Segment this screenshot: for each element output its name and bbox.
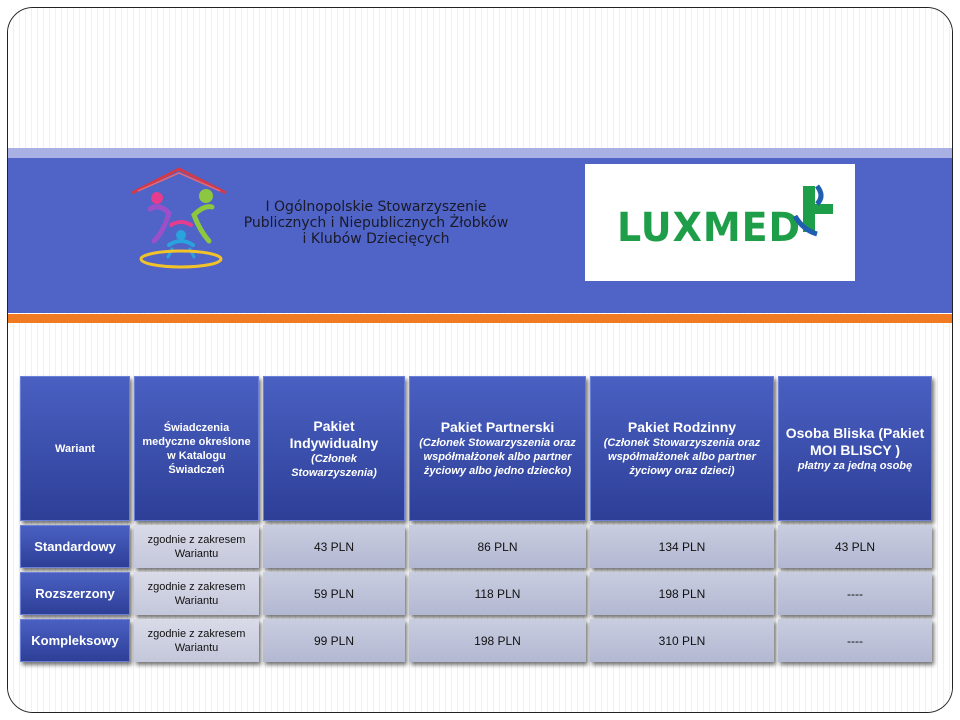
- header-title: Pakiet Partnerski: [440, 419, 555, 435]
- accent-stripe: [8, 314, 952, 323]
- header-cell-individual: [263, 376, 405, 521]
- header-title: Pakiet Rodzinny: [627, 419, 737, 435]
- header-cell-partner: [409, 376, 586, 521]
- row-header-variant: Standardowy: [20, 525, 130, 568]
- header-subtitle: (Członek Stowarzyszenia oraz współmałżonek albo partner życiowy oraz dzieci): [603, 437, 761, 477]
- header-subtitle: płatny za jedną osobę: [797, 459, 913, 472]
- header-cell-close-person: [778, 376, 932, 521]
- luxmed-logo-text: LUXMED: [617, 205, 802, 251]
- price-cell: 134 PLN: [590, 525, 774, 568]
- header-title: Świadczenia medyczne określone w Katalogu Świadczeń: [142, 421, 251, 476]
- scope-cell: zgodnie z zakresem Wariantu: [134, 619, 259, 662]
- price-cell: 310 PLN: [590, 619, 774, 662]
- header-subtitle: (Członek Stowarzyszenia): [291, 452, 377, 479]
- price-cell: 118 PLN: [409, 572, 586, 615]
- price-cell: 43 PLN: [263, 525, 405, 568]
- organization-name-line: i Klubów Dziecięcych: [302, 231, 450, 247]
- scope-cell: zgodnie z zakresem Wariantu: [134, 525, 259, 568]
- price-cell: ----: [778, 572, 932, 615]
- header-cell-services: [134, 376, 259, 521]
- header-cell-variant: [20, 376, 130, 521]
- header-cell-family: [590, 376, 774, 521]
- price-cell: 99 PLN: [263, 619, 405, 662]
- row-header-variant: Kompleksowy: [20, 619, 130, 662]
- price-cell: 198 PLN: [409, 619, 586, 662]
- header-title: Osoba Bliska (Pakiet MOI BLISCY ): [785, 424, 925, 458]
- header-subtitle: (Członek Stowarzyszenia oraz współmałżonek albo partner życiowy albo jedno dziecko): [419, 437, 576, 477]
- price-cell: ----: [778, 619, 932, 662]
- price-cell: 198 PLN: [590, 572, 774, 615]
- organization-name-line: Publicznych i Niepublicznych Żłobków: [243, 215, 509, 231]
- row-header-variant: Rozszerzony: [20, 572, 130, 615]
- price-cell: 43 PLN: [778, 525, 932, 568]
- organization-logo-icon: [124, 163, 239, 271]
- luxmed-logo: [585, 164, 855, 281]
- scope-cell: zgodnie z zakresem Wariantu: [134, 572, 259, 615]
- price-cell: 59 PLN: [263, 572, 405, 615]
- organization-name-line: I Ogólnopolskie Stowarzyszenie: [265, 199, 487, 215]
- organization-name: [226, 199, 526, 247]
- header-title: Wariant: [55, 442, 95, 455]
- header-top-stripe: [8, 148, 952, 158]
- price-cell: 86 PLN: [409, 525, 586, 568]
- header-title: Pakiet Indywidualny: [289, 417, 379, 451]
- luxmed-cross-icon: [781, 182, 837, 238]
